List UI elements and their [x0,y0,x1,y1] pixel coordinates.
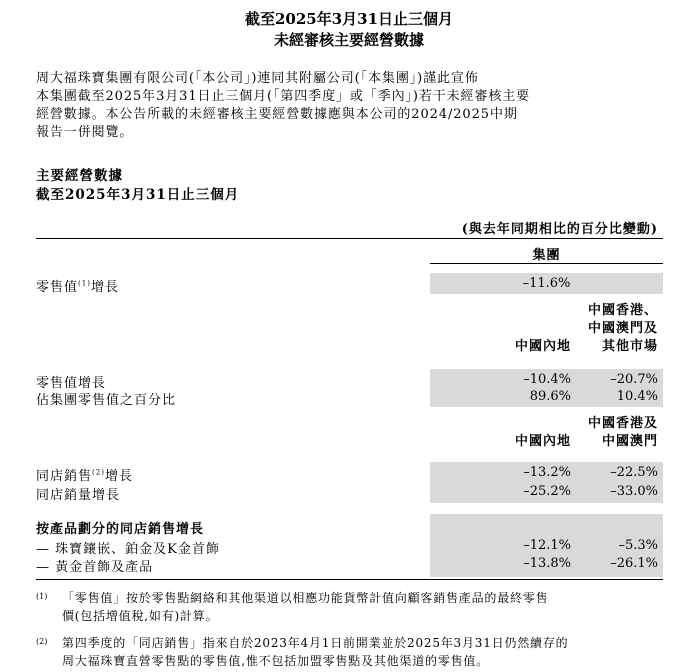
block2-col1-header: 中國內地 [514,434,571,449]
block2-row-value: –25.2% [523,484,571,499]
section-subtitle: 截至2025年3月31日止三個月 [36,187,240,203]
block1-col2-header-line: 中國澳門及 [587,321,658,336]
footnote-mark: (2) [36,637,48,646]
intro-line: 經營數據。本公告所載的未經審核主要經營數據應與本公司的2024/2025中期 [36,107,518,122]
block2-col2-header-line: 中國澳門 [601,434,658,449]
title-line-2: 未經審核主要經營數據 [273,31,424,49]
footnote-text [62,589,662,625]
intro-paragraph [36,70,666,142]
block1-row-label: 佔集團零售值之百分比 [36,393,177,408]
block3-row-value: –13.8% [523,556,571,571]
footnote-line: 第四季度的「同店銷售」指來自於2023年4月1日前開業並於2025年3月31日仍然續存的 [62,636,569,650]
block3-row-label: — 珠寶鑲嵌、鉑金及K金首飾 [36,542,220,557]
intro-line: 周大福珠寶集團有限公司(「本公司」)連同其附屬公司(「本集團」)謹此宣佈 [36,71,479,86]
group-header: 集團 [532,248,561,263]
retail-growth-value: –11.6% [522,276,571,291]
block2-row-value: –22.5% [610,465,658,480]
block2-row-label: 同店銷售$^{(2)}$增長 [36,468,133,484]
intro-line: 報告一併閱覽。 [36,125,134,140]
block3-row-label: — 黃金首飾及產品 [36,560,154,575]
section-title: 主要經營數據 [36,168,123,184]
footnote-line: 「零售值」按於零售點網絡和其他渠道以相應功能貨幣計值向顧客銷售產品的最終零售 [62,591,549,605]
change-note: (與去年同期相比的百分比變動) [461,222,658,237]
block1-row-value: –10.4% [523,372,571,387]
block3-row-value: –5.3% [618,538,658,553]
block3-row-value: –12.1% [523,538,571,553]
table-bottom-rule [36,579,663,580]
block3-title: 按產品劃分的同店銷售增長 [36,522,205,537]
footnote-text [62,634,662,670]
block1-row-label: 零售值增長 [36,376,107,391]
intro-line: 本集團截至2025年3月31日止三個月(「第四季度」或「季內」)若干未經審核主要 [36,89,531,104]
block2-row-value: –33.0% [610,484,658,499]
title-line-1: 截至2025年3月31日止三個月 [244,10,454,28]
footnote-mark: (1) [36,592,48,601]
block1-col2-header-line: 其他市場 [601,339,658,354]
footnote-line: 價(包括增值稅,如有)計算。 [62,609,219,623]
retail-growth-label: 零售值$^{(1)}$增長 [36,279,119,295]
group-header-rule [430,263,663,264]
block1-row-value: 10.4% [616,389,658,404]
block2-col2-header-line: 中國香港及 [587,416,658,431]
block3-row-value: –26.1% [610,556,658,571]
block1-col1-header: 中國內地 [514,339,571,354]
block1-row-value: 89.6% [529,389,571,404]
block2-row-value: –13.2% [523,465,571,480]
block1-row-value: –20.7% [610,372,658,387]
block2-row-label: 同店銷量增長 [36,488,121,503]
table-top-rule [36,238,663,239]
block1-col2-header-line: 中國香港、 [587,303,658,318]
footnote-line: 周大福珠寶直營零售點的零售值,惟不包括加盟零售點及其他渠道的零售值。 [62,654,490,668]
